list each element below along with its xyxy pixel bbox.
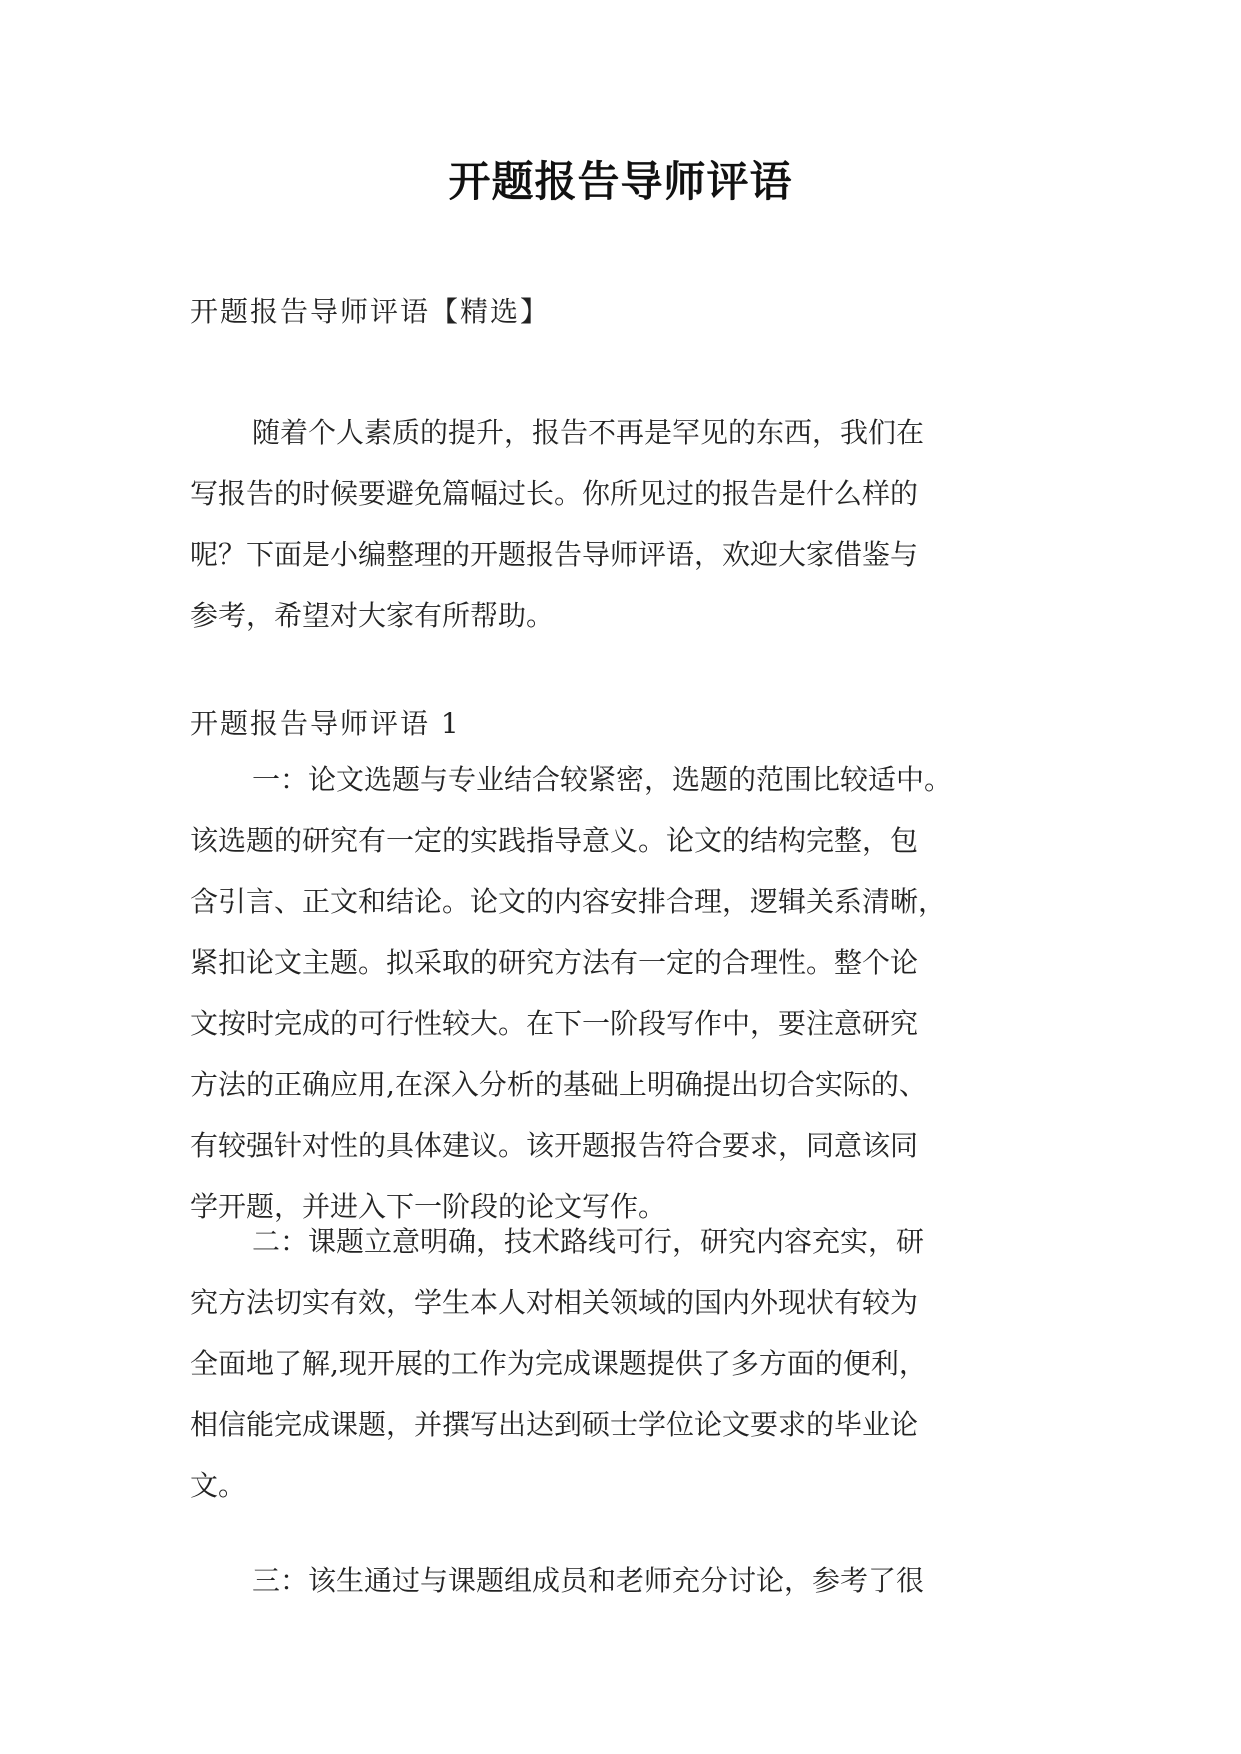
text-line: 随着个人素质的提升，报告不再是罕见的东西，我们在 [252,416,925,449]
text-line: 一：论文选题与专业结合较紧密，选题的范围比较适中。 [252,763,953,796]
text-line: 二：课题立意明确，技术路线可行，研究内容充实，研 [252,1225,925,1258]
text-line: 全面地了解,现开展的工作为完成课题提供了多方面的便利， [190,1347,927,1380]
text-line: 方法的正确应用,在深入分析的基础上明确提出切合实际的、 [190,1068,927,1101]
text-line: 紧扣论文主题。拟采取的研究方法有一定的合理性。整个论 [190,946,919,979]
text-line: 含引言、正文和结论。论文的内容安排合理，逻辑关系清晰， [190,885,947,918]
text-line: 文按时完成的可行性较大。在下一阶段写作中，要注意研究 [190,1007,919,1040]
text-line: 究方法切实有效，学生本人对相关领域的国内外现状有较为 [190,1286,919,1319]
intro-paragraph [190,402,1056,646]
text-line: 写报告的时候要避免篇幅过长。你所见过的报告是什么样的 [190,477,919,510]
text-line: 相信能完成课题，并撰写出达到硕士学位论文要求的毕业论 [190,1408,919,1441]
text-line: 有较强针对性的具体建议。该开题报告符合要求，同意该同 [190,1129,919,1162]
text-line: 三：该生通过与课题组成员和老师充分讨论，参考了很 [252,1564,925,1597]
text-line: 学开题，并进入下一阶段的论文写作。 [190,1190,667,1223]
comment-paragraph-one [190,749,1056,1237]
document-subtitle: 开题报告导师评语【精选】 [190,295,551,328]
text-line: 参考，希望对大家有所帮助。 [190,599,555,632]
comment-paragraph-three [190,1550,1056,1611]
comment-paragraph-two [190,1211,1056,1516]
text-line: 文。 [190,1469,247,1502]
text-line: 该选题的研究有一定的实践指导意义。论文的结构完整，包 [190,824,919,857]
section-heading: 开题报告导师评语 1 [190,707,461,740]
text-line: 呢？下面是小编整理的开题报告导师评语，欢迎大家借鉴与 [190,538,919,571]
document-title: 开题报告导师评语 [448,157,793,206]
